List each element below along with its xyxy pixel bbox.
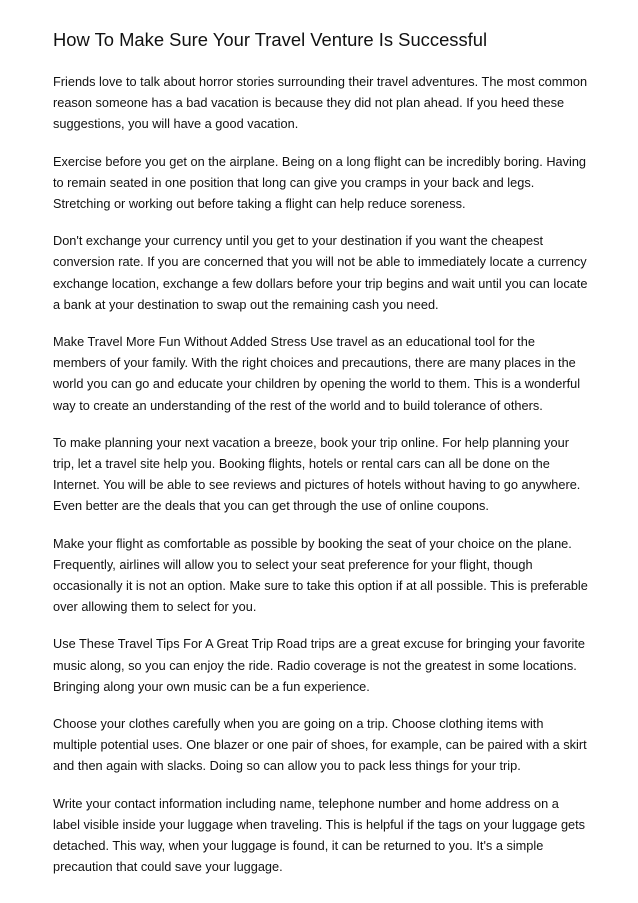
paragraph-road-trip-music: Use These Travel Tips For A Great Trip Road trips are a great excuse for bringing your favorite music along, so you can enjoy the ride. Radio coverage is not the greatest in some locations. Bringing along your own music can be a fun experience. bbox=[53, 636, 585, 694]
paragraph-contact-info: Write your contact information including name, telephone number and home address on a label visible inside your luggage when traveling. This is helpful if the tags on your luggage gets detached. This way, when your luggage is found, it can be returned to you. It's a simple precaution that could save your luggage. bbox=[53, 795, 586, 875]
paragraph-exercise: Exercise before you get on the airplane. Being on a long flight can be incredibly boring. Having to remain seated in one position that long can give you cramps in your back and legs. Stretching or working out before taking a flight can help reduce soreness. bbox=[53, 153, 587, 212]
paragraph-clothes: Choose your clothes carefully when you are going on a trip. Choose clothing items with multiple potential uses. One blazer or one pair of shoes, for example, can be paired with a skirt and then again with slacks. Doing so can allow you to pack less things for your trip. bbox=[53, 716, 587, 774]
paragraph-flight-seat: Make your flight as comfortable as possible by booking the seat of your choice on the plane. Frequently, airlines will allow you to select your seat preference for your flight, though occasionally it is not an option. Make sure to take this option if at all possible. This is preferable over allowing them to select for you. bbox=[53, 535, 588, 615]
paragraph-currency: Don't exchange your currency until you get to your destination if you want the cheapest conversion rate. If you are concerned that you will not be able to immediately locate a currency exchange location, exchange a few dollars before your trip begins and wait until you can locate a bank at your destination to swap out the remaining cash you need. bbox=[53, 233, 588, 312]
document-title: How To Make Sure Your Travel Venture Is Successful bbox=[53, 29, 488, 50]
paragraph-educational-travel: Make Travel More Fun Without Added Stress Use travel as an educational tool for the members of your family. With the right choices and precautions, there are many places in the world you can go and educate your children by opening the world to them. This is a wonderful way to create an understanding of the rest of the world and to build tolerance of others. bbox=[53, 334, 581, 413]
document-page bbox=[53, 28, 589, 894]
paragraph-horror-stories: Friends love to talk about horror stories surrounding their travel adventures. The most common reason someone has a bad vacation is because they did not plan ahead. If you heed these suggestions, you will have a good vacation. bbox=[53, 74, 588, 132]
paragraph-book-online: To make planning your next vacation a breeze, book your trip online. For help planning your trip, let a travel site help you. Booking flights, hotels or rental cars can all be done on the Internet. You will be able to see reviews and pictures of hotels without having to go anywhere. Even better are the deals that you can get through the use of online coupons. bbox=[53, 434, 581, 514]
